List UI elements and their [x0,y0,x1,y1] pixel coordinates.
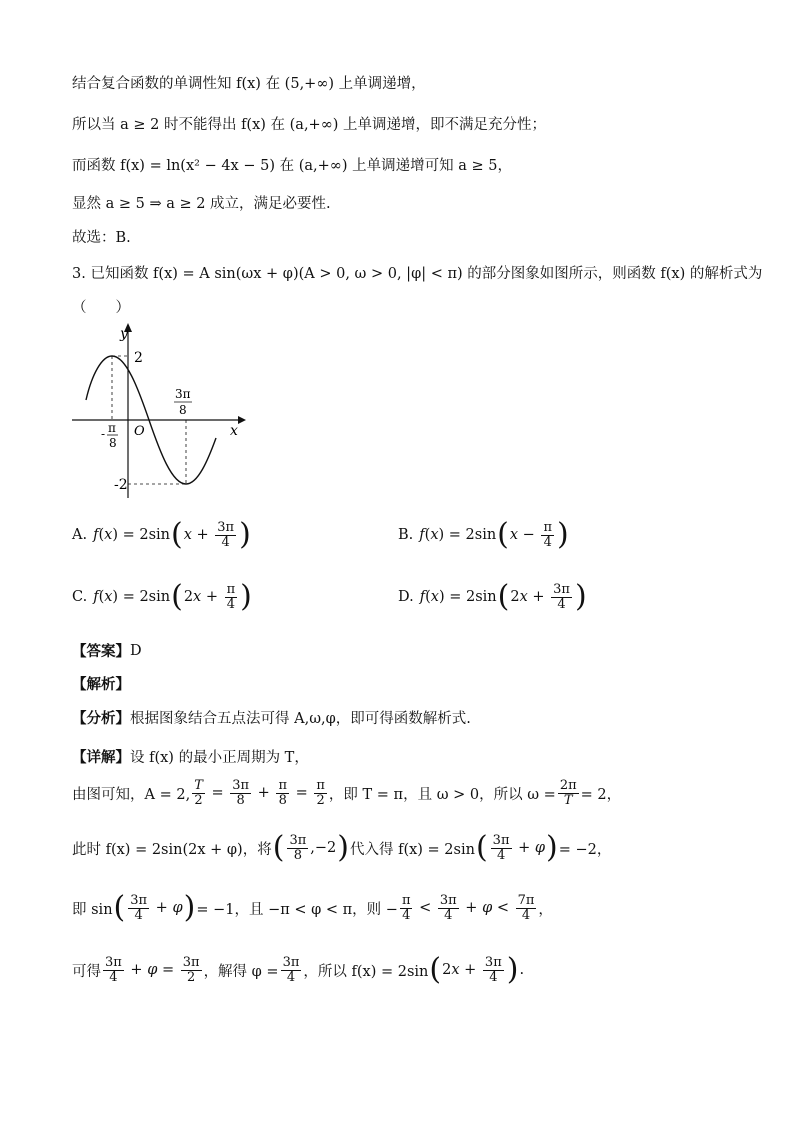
choice-c-label: C. [72,589,88,605]
xiangjie-line: 【详解】 设 f(x) 的最小正周期为 T， [72,749,309,766]
y-min-label: -2 [114,477,128,493]
x-right-den: 8 [179,403,187,417]
text-line-2: 所以当 a ≥ 2 时不能得出 f(x) 在 (a,+∞) 上单调递增，即不满足充分性； [72,117,547,133]
x-axis-label: x [230,423,238,439]
choice-c[interactable]: C. f ( x ) = 2sin ( 2 x + $\frac{\pi}{4}$ ) [72,579,252,614]
x-left-num: π [108,421,116,435]
choice-a[interactable]: A. f ( x ) = 2sin ( x + $\frac{3\pi}{4}$ ) [72,517,251,552]
choice-d-label: D. [398,589,414,605]
y-axis-label: y [120,326,128,342]
step-3: 即 sin ( $\frac{3\pi}{4}$ + φ ) = −1，且 −π < φ < π，则 − $\frac{\pi}{4}$ < $\frac{3\pi}{4}$ + φ < $\frac{7\pi}{4}$ ， [72,890,553,925]
text-line-4: 显然 a ≥ 5 ⇒ a ≥ 2 成立，满足必要性. [72,196,331,212]
text-line-1: 结合复合函数的单调性知 f(x) 在 (5,+∞) 上单调递增， [72,76,426,92]
step-2: 此时 f(x) = 2sin(2x + φ)，将 ( $\frac{3\pi}{8}$ ,−2 ) 代入得 f(x) = 2sin ( $\frac{3\pi}{4}$ + φ ) = −2， [72,830,612,865]
choice-a-label: A. [72,527,88,543]
step-1: 由图可知，A = 2, $\frac{T}{2}$ = $\frac{3\pi}{8}$ + $\frac{\pi}{8}$ = $\frac{\pi}{2}$ ，即 T = π，且 ω > 0，所以 ω = $\frac{2\pi}{T}$ = 2， [72,778,622,808]
choice-b-label: B. [398,527,414,543]
answer-tag: 【答案】 [72,643,130,660]
text-line-5: 故选：B. [72,230,131,246]
question-3-stem: 3. 已知函数 f(x) = A sin(ωx + φ)(A > 0, ω > 0, |φ| < π) 的部分图象如图所示，则函数 f(x) 的解析式为 [72,266,763,282]
x-left-den: 8 [109,436,117,450]
answer-line [72,640,142,661]
answer-value: D [130,642,142,659]
text-line-3: 而函数 f(x) = ln(x² − 4x − 5) 在 (a,+∞) 上单调递增可知 a ≥ 5， [72,158,512,174]
y-max-label: 2 [134,350,143,366]
sine-graph [70,318,250,503]
x-right-num: 3π [175,387,191,401]
origin-label: O [134,424,145,439]
jiexi-line: 【解析】 [72,676,130,693]
step-4: 可得 $\frac{3\pi}{4}$ + φ = $\frac{3\pi}{2}$ ，解得 φ = $\frac{3\pi}{4}$ ，所以 f(x) = 2sin ( 2 x + $\frac{3\pi}{4}$ ) . [72,952,525,987]
choice-d[interactable]: D. f ( x ) = 2sin ( 2 x + $\frac{3\pi}{4}$ ) [398,579,587,614]
question-3-paren: （ ） [72,300,130,316]
fenxi-line: 【分析】 根据图象结合五点法可得 A,ω,φ，即可得函数解析式. [72,710,471,727]
choice-b[interactable]: B. f ( x ) = 2sin ( x − $\frac{\pi}{4}$ ) [398,517,569,552]
x-left-sign: - [101,427,106,441]
x-axis-arrow-icon [238,416,246,424]
